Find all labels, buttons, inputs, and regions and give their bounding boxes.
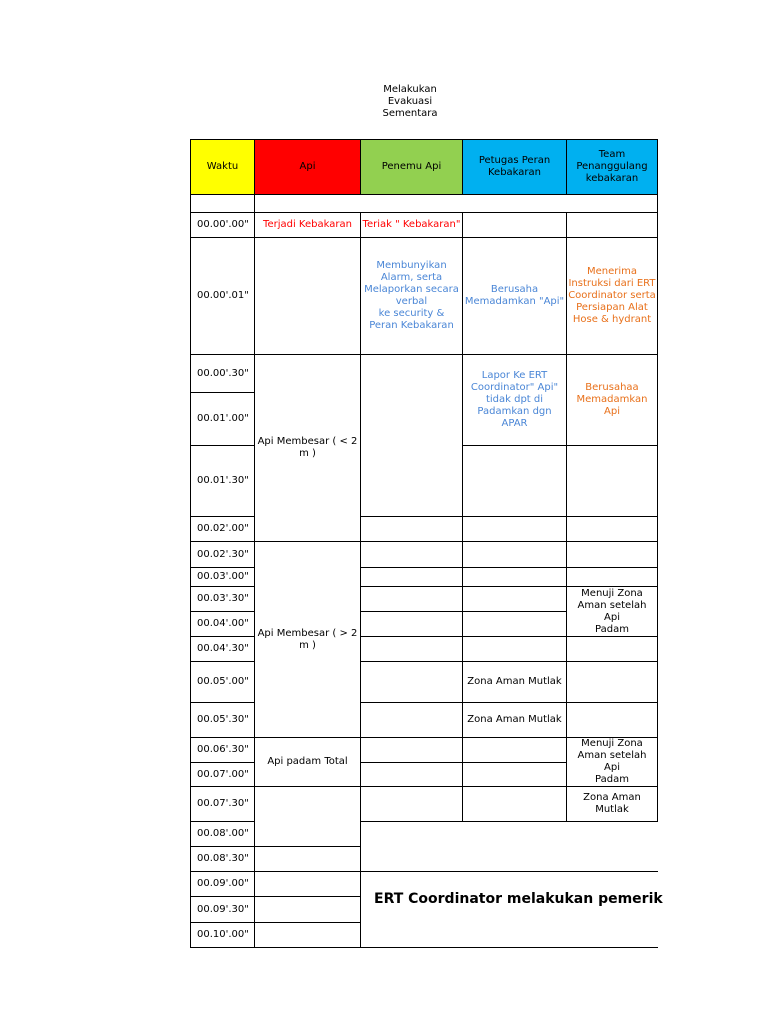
time-cell: 00.09'.30" [190,896,255,923]
petugas-cell [462,541,567,568]
ert-banner-text: ERT Coordinator melakukan pemerik [374,891,663,907]
api-cell [254,922,361,948]
team-cell: Zona Aman Mutlak [566,786,658,822]
team-cell: Menuji Zona Aman setelah Api Padam [566,737,658,787]
time-cell: 00.05'.30" [190,702,255,738]
api-cell [254,786,361,847]
penemu-cell [360,567,463,587]
time-cell: 00.03'.30" [190,586,255,612]
time-cell: 00.01'.30" [190,445,255,517]
time-cell: 00.05'.00" [190,661,255,703]
time-cell: 00.01'.00" [190,392,255,446]
penemu-cell [360,354,463,517]
time-cell: 00.00'.00" [190,212,255,238]
penemu-cell [360,516,463,542]
team-cell: Berusahaa Memadamkan Api [566,354,658,446]
api-cell [254,896,361,923]
team-cell [566,567,658,587]
time-cell: 00.02'.00" [190,516,255,542]
petugas-cell [462,516,567,542]
time-cell: 00.04'.30" [190,636,255,662]
header-petugas: Petugas Peran Kebakaran [462,139,567,195]
penemu-cell [360,586,463,612]
petugas-cell: Zona Aman Mutlak [462,702,567,738]
penemu-cell [360,661,463,703]
time-cell: 00.10'.00" [190,922,255,948]
time-cell: 00.03'.00" [190,567,255,587]
header-api: Api [254,139,361,195]
header-waktu: Waktu [190,139,255,195]
api-cell: Api Membesar ( < 2 m ) [254,354,361,542]
petugas-cell: Zona Aman Mutlak [462,661,567,703]
petugas-cell [462,212,567,238]
petugas-cell [462,567,567,587]
petugas-cell: Lapor Ke ERT Coordinator" Api" tidak dpt di Padamkan dgn APAR [462,354,567,446]
penemu-cell [360,702,463,738]
petugas-cell [462,586,567,612]
time-cell: 00.02'.30" [190,541,255,568]
petugas-cell [462,737,567,763]
team-cell [566,212,658,238]
petugas-cell [462,611,567,637]
petugas-cell [462,445,567,517]
penemu-cell [360,762,463,787]
page-title: Melakukan Evakuasi Sementara [382,84,438,119]
team-cell [566,541,658,568]
api-cell: Terjadi Kebakaran [254,212,361,238]
spacer-cell [254,194,658,213]
penemu-cell [360,737,463,763]
time-cell: 00.08'.00" [190,821,255,847]
penemu-cell: Membunyikan Alarm, serta Melaporkan secara verbal ke security & Peran Kebakaran [360,237,463,355]
penemu-cell: Teriak " Kebakaran" [360,212,463,238]
ert-merged-block [360,821,658,948]
time-cell: 00.07'.00" [190,762,255,787]
penemu-cell [360,786,463,822]
team-cell [566,636,658,662]
penemu-cell [360,636,463,662]
api-cell [254,237,361,355]
api-cell [254,871,361,897]
api-cell [254,846,361,872]
divider [360,947,658,948]
team-cell [566,516,658,542]
petugas-cell [462,762,567,787]
penemu-cell [360,611,463,637]
team-cell: Menuji Zona Aman setelah Api Padam [566,586,658,637]
time-cell: 00.08'.30" [190,846,255,872]
petugas-cell [462,636,567,662]
penemu-cell [360,541,463,568]
header-penemu-api: Penemu Api [360,139,463,195]
time-cell: 00.06'.30" [190,737,255,763]
team-cell: Menerima Instruksi dari ERT Coordinator serta Persiapan Alat Hose & hydrant [566,237,658,355]
team-cell [566,702,658,738]
petugas-cell: Berusaha Memadamkan "Api" [462,237,567,355]
time-cell: 00.04'.00" [190,611,255,637]
time-cell: 00.07'.30" [190,786,255,822]
api-cell: Api padam Total [254,737,361,787]
header-team: Team Penanggulang kebakaran [566,139,658,195]
team-cell [566,661,658,703]
api-cell: Api Membesar ( > 2 m ) [254,541,361,738]
petugas-cell [462,786,567,822]
time-cell: 00.09'.00" [190,871,255,897]
spacer-cell [190,194,255,213]
time-cell: 00.00'.01" [190,237,255,355]
team-cell [566,445,658,517]
divider [360,871,658,872]
time-cell: 00.00'.30" [190,354,255,393]
